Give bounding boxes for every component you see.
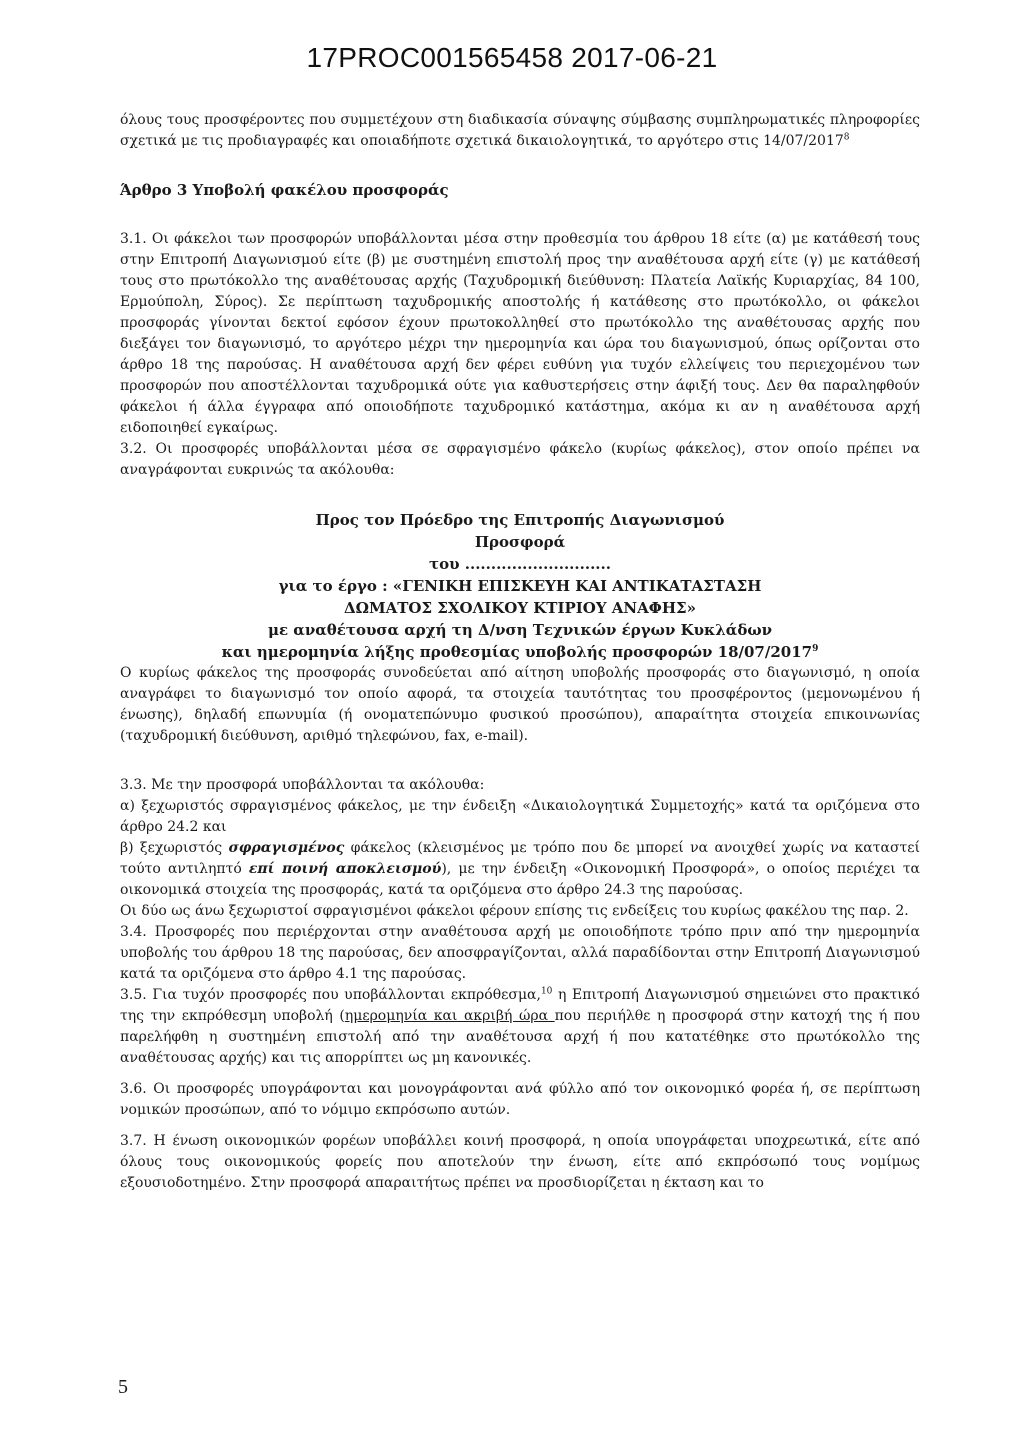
envelope-line-4: για το έργο : «ΓΕΝΙΚΗ ΕΠΙΣΚΕΥΗ ΚΑΙ ΑΝΤΙΚΑΤΑΣΤΑΣΗ [278, 577, 762, 595]
envelope-line-7-text: και ημερομηνία λήξης προθεσμίας υποβολής προσφορών 18/07/2017 [221, 643, 813, 661]
p33b-end: ), με την ένδειξη «Οικονομική Προσφορά», ο οποίος περιέχει τα οικονομικά στοιχεία της προσφοράς, κατά τα οριζόμενα στο άρθρο 24.3 της παρούσας. [120, 861, 921, 898]
paragraph-3-1: 3.1. Οι φάκελοι των προσφορών υποβάλλονται μέσα στην προθεσμία του άρθρου 18 είτε (α) με κατάθεσή τους στην Επιτροπή Διαγωνισμού είτε (β) με συστημένη επιστολή προς την αναθέτουσα αρχή είτε (γ) με κατάθεσή τους στο πρωτόκολλο της αναθέτουσας αρχής (Ταχυδρομική διεύθυνση: Πλατεία Λαϊκής Κυριαρχίας, 84 100, Ερμούπολη, Σύρος). Σε περίπτωση ταχυδρομικής αποστολής ή κατάθεσης στο πρωτόκολλο, οι φάκελοι προσφοράς γίνονται δεκτοί εφόσον έχουν πρωτοκολληθεί στο πρωτόκολλο της αναθέτουσας αρχής που διεξάγει τον διαγωνισμό, το αργότερο μέχρι την ημερομηνία και ώρα του διαγωνισμού, όπως ορίζονται στο άρθρο 18 της παρούσας. Η αναθέτουσα αρχή δεν φέρει ευθύνη για τυχόν ελλείψεις του περιεχομένου των προσφορών που αποστέλλονται ταχυδρομικά ούτε για καθυστερήσεις στην άφιξή τους. Δεν θα παραληφθούν φάκελοι ή άλλα έγγραφα από οποιοδήποτε ταχυδρομικό κατάστημα, ακόμα κι αν η αναθέτουσα αρχή ειδοποιηθεί εγκαίρως. [120, 231, 920, 436]
paragraph-3-3-intro: 3.3. Με την προσφορά υποβάλλονται τα ακόλουθα: [120, 777, 485, 793]
main-envelope-paragraph: Ο κυρίως φάκελος της προσφοράς συνοδεύεται από αίτηση υποβολής προσφοράς στο διαγωνισμό, η οποία αναγράφει το διαγωνισμό τον οποίο αφορά, τα στοιχεία ταυτότητας του προσφέροντος (μεμονωμένου ή ένωσης), δηλαδή επωνυμία (ή ονοματεπώνυμο φυσικού προσώπου), απαραίτητα στοιχεία επικοινωνίας (ταχυδρομική διεύθυνση, αριθμό τηλεφώνου, fax, e-mail). [120, 665, 920, 744]
paragraph-3-3-both: Οι δύο ως άνω ξεχωριστοί σφραγισμένοι φάκελοι φέρουν επίσης τις ενδείξεις του κυρίως φακέλου της παρ. 2. [120, 903, 909, 919]
envelope-line-1: Προς τον Πρόεδρο της Επιτροπής Διαγωνισμού [315, 511, 725, 529]
footnote-ref-10: 10 [540, 986, 553, 997]
footnote-ref-9: 9 [812, 644, 819, 654]
p33b-start: β) ξεχωριστός [120, 840, 229, 856]
document-code-header: 17PROC001565458 2017-06-21 [306, 42, 718, 73]
p35-end: που περιήλθε η προσφορά στην κατοχή της ή που παρελήφθη η συστημένη επιστολή από την αναθέτουσα αρχή ή που κατατέθηκε στο πρωτόκολλο της αναθέτουσας αρχής) και τις απορρίπτει ως μη κανονικές. [120, 1008, 920, 1066]
paragraph-3-4: 3.4. Προσφορές που περιέρχονται στην αναθέτουσα αρχή με οποιοδήποτε τρόπο πριν από την ημερομηνία υποβολής του άρθρου 18 της παρούσας, δεν αποσφραγίζονται, αλλά παραδίδονται στην Επιτροπή Διαγωνισμού κατά τα οριζόμενα στο άρθρο 4.1 της παρούσας. [120, 924, 920, 982]
document-body [120, 110, 920, 1194]
envelope-label-block [120, 509, 920, 663]
envelope-line-5: ΔΩΜΑΤΟΣ ΣΧΟΛΙΚΟΥ ΚΤΙΡΙΟΥ ΑΝΑΦΗΣ» [343, 599, 696, 617]
footnote-ref-8: 8 [843, 132, 850, 143]
paragraph-3-3-a: α) ξεχωριστός σφραγισμένος φάκελος, με την ένδειξη «Δικαιολογητικά Συμμετοχής» κατά τα οριζόμενα στο άρθρο 24.2 και [120, 798, 920, 835]
paragraph-3-6: 3.6. Οι προσφορές υπογράφονται και μονογράφονται ανά φύλλο από τον οικονομικό φορέα ή, σε περίπτωση νομικών προσώπων, από το νόμιμο εκπρόσωπο αυτών. [120, 1081, 920, 1118]
envelope-line-7 [120, 641, 920, 663]
envelope-line-3: του ............................ [429, 555, 611, 573]
intro-paragraph [120, 110, 920, 152]
p33b-bold-penalty: επί ποινή αποκλεισμού [248, 861, 442, 877]
p35-mid: η Επιτροπή Διαγωνισμού σημειώνει στο πρακτικό της την εκπρόθεσμη υποβολή ( [120, 987, 920, 1024]
p33b-bold-sealed: σφραγισμένος [228, 840, 345, 856]
p33b-mid: φάκελος (κλεισμένος με τρόπο που δε μπορεί να ανοιχθεί χωρίς να καταστεί τούτο αντιληπτό [120, 840, 920, 877]
paragraph-3-3-b [120, 838, 920, 901]
envelope-line-2: Προσφορά [474, 533, 566, 551]
p35-underlined: ημερομηνία και ακριβή ώρα [344, 1008, 555, 1024]
p35-start: 3.5. Για τυχόν προσφορές που υποβάλλονται εκπρόθεσμα, [120, 987, 541, 1003]
article-heading: Άρθρο 3 Υποβολή φακέλου προσφοράς [120, 181, 449, 199]
intro-text: όλους τους προσφέροντες που συμμετέχουν στη διαδικασία σύναψης σύμβασης συμπληρωματικές πληροφορίες σχετικά με τις προδιαγραφές και οποιαδήποτε σχετικά δικαιολογητικά, το αργότερο στις 14/07/2017 [120, 112, 920, 149]
paragraph-3-2: 3.2. Οι προσφορές υποβάλλονται μέσα σε σφραγισμένο φάκελο (κυρίως φάκελος), στον οποίο πρέπει να αναγράφονται ευκρινώς τα ακόλουθα: [120, 441, 920, 478]
envelope-line-6: με αναθέτουσα αρχή τη Δ/νση Τεχνικών έργων Κυκλάδων [267, 621, 773, 639]
paragraph-3-5 [120, 985, 920, 1069]
page-number: 5 [118, 1376, 128, 1398]
paragraph-3-7: 3.7. Η ένωση οικονομικών φορέων υποβάλλει κοινή προσφορά, η οποία υπογράφεται υποχρεωτικά, είτε από όλους τους οικονομικούς φορείς που αποτελούν την ένωση, είτε από εκπρόσωπό τους νομίμως εξουσιοδοτημένο. Στην προσφορά απαραιτήτως πρέπει να προσδιορίζεται η έκταση και το [120, 1133, 920, 1191]
